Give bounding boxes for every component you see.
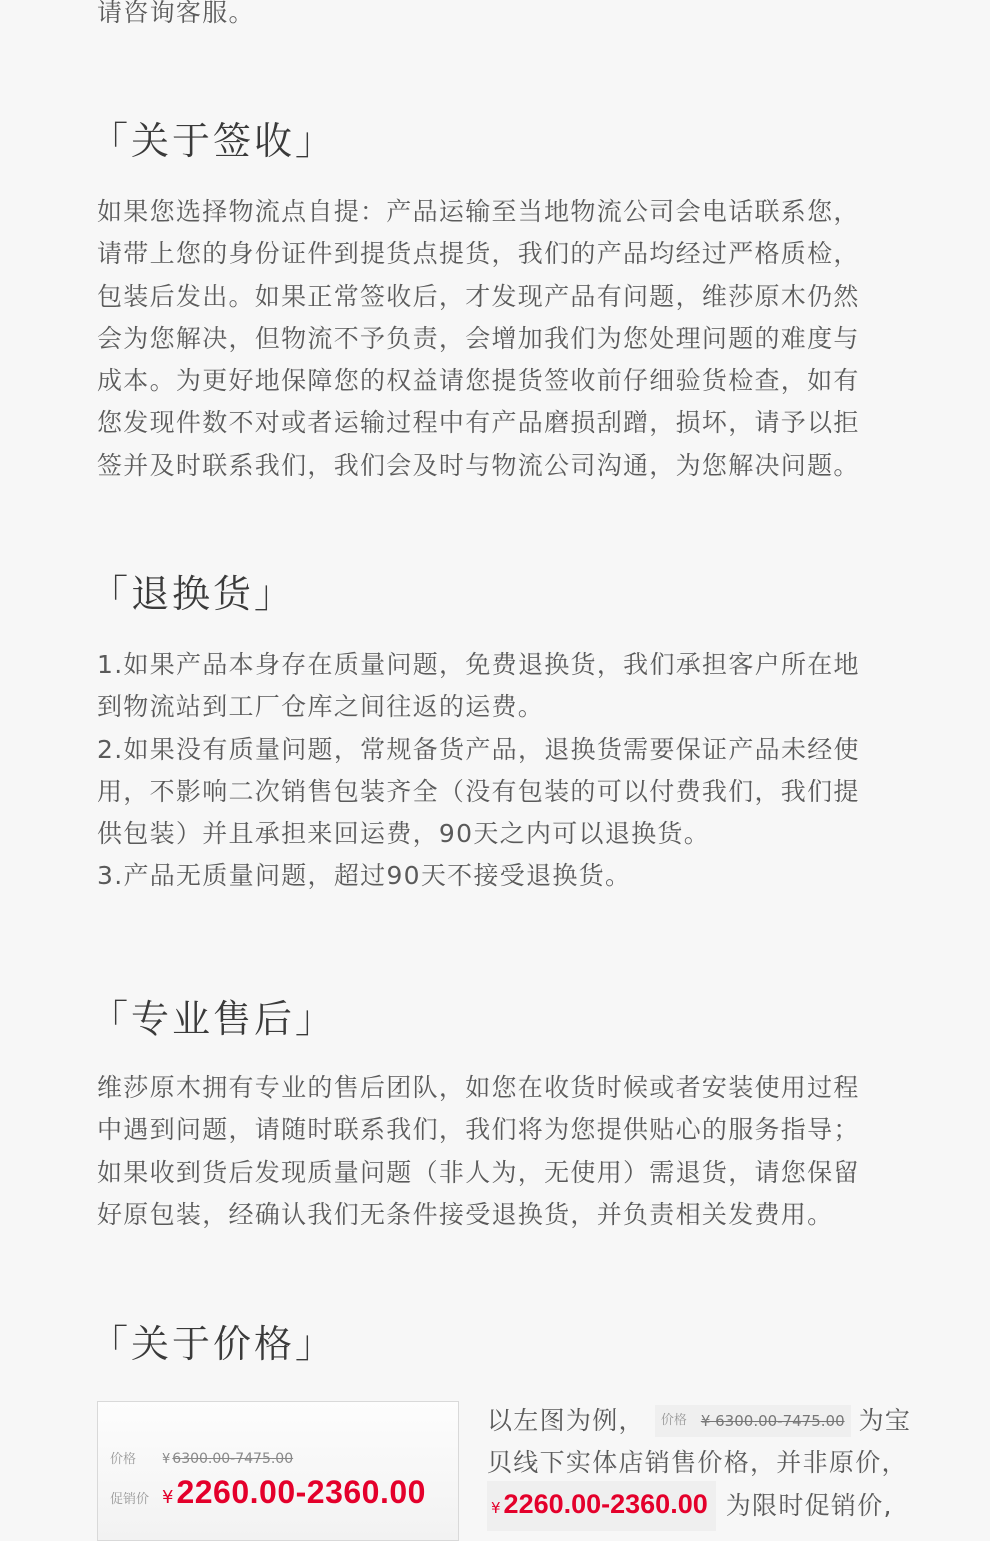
price-example-image: [97, 1401, 459, 1541]
price-desc-prefix: 以左图为例，: [487, 1406, 645, 1435]
intro-tail-text: 请咨询客服。: [97, 0, 255, 27]
aftersales-body: 维莎原木拥有专业的售后团队，如您在收货时候或者安装使用过程 中遇到问题，请随时联系我们，我们将为您提供贴心的服务指导； 如果收到货后发现质量问题（非人为，无使用）需退货，请您保留 好原包装，经确认我们无条件接受退换货，并负责相关发费用。: [97, 1073, 860, 1229]
price-desc-line-2: [487, 1442, 927, 1484]
sign-body: 如果您选择物流点自提：产品运输至当地物流公司会电话联系您， 请带上您的身份证件到提货点提货，我们的产品均经过严格质检， 包装后发出。如果正常签收后，才发现产品有问题，维莎原木仍然 会为您解决，但物流不予负责，会增加我们为您处理问题的难度与 成本。为更好地保障您的权益请您提货签收前仔细验货检查，如有 您发现件数不对或者运输过程中有产品磨损刮蹭，损坏，请予以拒 签并及时联系我们，我们会及时与物流公司沟通，为您解决问题。: [97, 197, 860, 480]
price-description: [487, 1400, 927, 1527]
price-example-label: 价格: [110, 1452, 137, 1467]
price-desc-old-label: 价格: [660, 1413, 687, 1428]
returns-heading: 「退换货」: [90, 572, 296, 616]
sign-heading: 「关于签收」: [90, 119, 337, 163]
price-desc-line-1: [487, 1400, 927, 1442]
price-desc-new-chip: [487, 1481, 716, 1531]
price-desc-line-2-text: 贝线下实体店销售价格，并非原价，: [487, 1448, 908, 1478]
price-desc-suffix-3: 为限时促销价,: [725, 1490, 893, 1520]
price-desc-old-value: ¥ 6300.00-7475.00: [700, 1412, 845, 1430]
price-heading: 「关于价格」: [90, 1322, 337, 1366]
price-desc-suffix-1: 为宝: [858, 1406, 912, 1435]
price-example-old-yen: ¥: [162, 1452, 171, 1467]
price-example-promo-row: [110, 1474, 426, 1511]
price-desc-line-3: [487, 1485, 927, 1527]
price-desc-new-value: 2260.00-2360.00: [503, 1488, 708, 1519]
price-example-new-range: 2260.00-2360.00: [176, 1474, 426, 1510]
price-example-old-range: 6300.00-7475.00: [172, 1451, 294, 1467]
aftersales-heading: 「专业售后」: [90, 997, 337, 1041]
returns-body: 1.如果产品本身存在质量问题，免费退换货，我们承担客户所在地 到物流站到工厂仓库之间往返的运费。 2.如果没有质量问题，常规备货产品，退换货需要保证产品未经使 用，不影响二次销售包装齐全（没有包装的可以付费我们，我们提 供包装）并且承担来回运费，90天之内可以退换货。 3.产品无质量问题，超过90天不接受退换货。: [97, 650, 860, 891]
price-desc-old-chip: [655, 1405, 851, 1437]
price-desc-new-yen: ¥: [491, 1498, 501, 1517]
price-example-old-row: [110, 1448, 293, 1467]
price-example-new-yen: ¥: [162, 1487, 174, 1508]
price-example-promo-label: 促销价: [110, 1492, 150, 1507]
